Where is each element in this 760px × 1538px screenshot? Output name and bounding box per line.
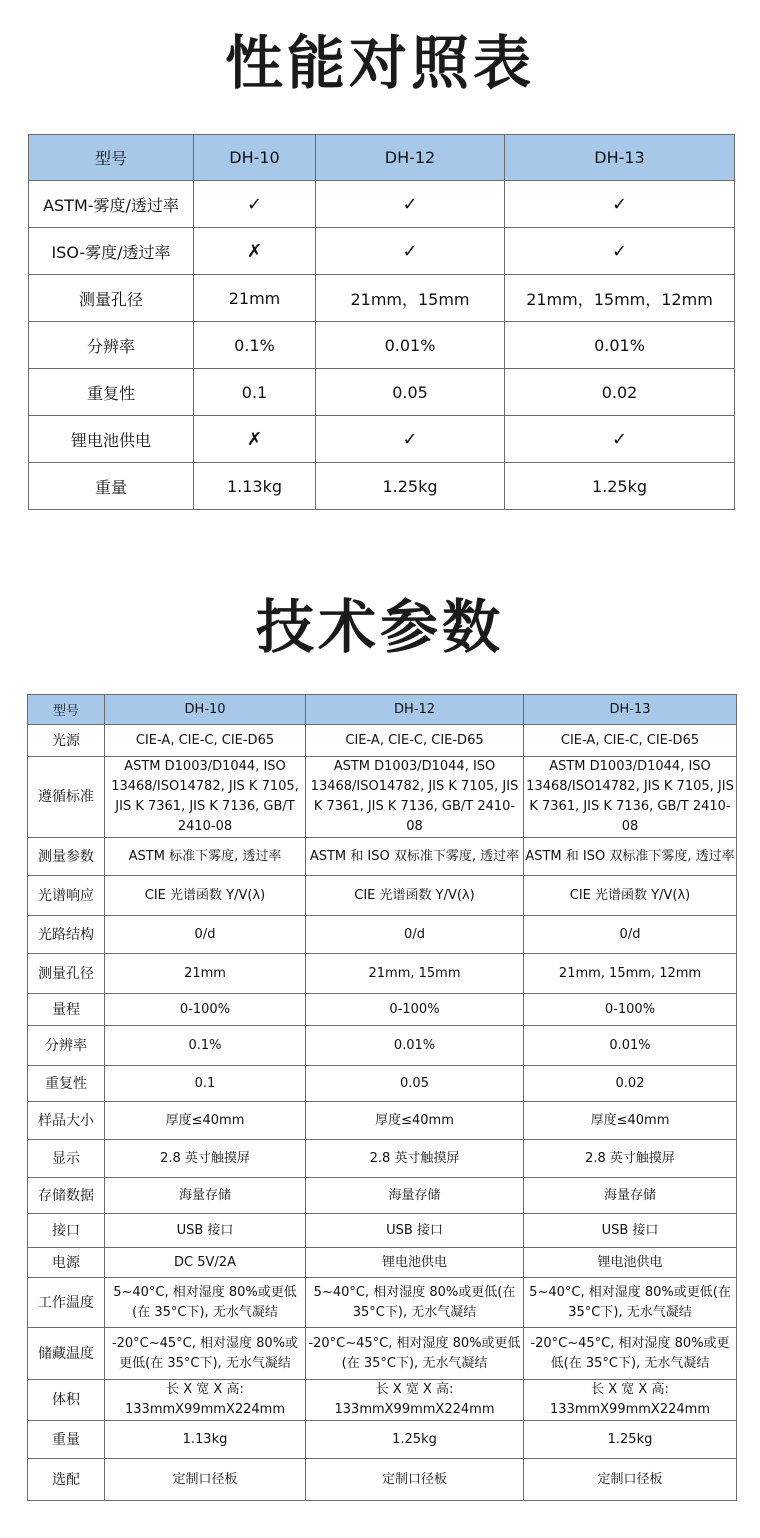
cell-value: 0.05 bbox=[306, 1066, 524, 1102]
row-label: 量程 bbox=[28, 994, 105, 1026]
table-row bbox=[28, 1459, 737, 1501]
cell-value: ✓ bbox=[194, 181, 316, 228]
row-label: 重复性 bbox=[28, 1066, 105, 1102]
cell-value: 1.13kg bbox=[194, 463, 316, 510]
table-row bbox=[28, 994, 737, 1026]
header-dh10: DH-10 bbox=[194, 135, 316, 181]
cell-value: 0-100% bbox=[105, 994, 306, 1026]
cell-value: 1.25kg bbox=[306, 1421, 524, 1459]
table-row bbox=[28, 1026, 737, 1066]
cell-value: 21mm，15mm bbox=[316, 275, 505, 322]
cell-value: 2.8 英寸触摸屏 bbox=[306, 1140, 524, 1178]
cell-value: 定制口径板 bbox=[524, 1459, 737, 1501]
cell-value: CIE 光谱函数 Y/V(λ) bbox=[524, 876, 737, 916]
cell-value: 0/d bbox=[306, 916, 524, 954]
header-dh13: DH-13 bbox=[524, 695, 737, 725]
table-row bbox=[28, 725, 737, 757]
cell-value: 2.8 英寸触摸屏 bbox=[524, 1140, 737, 1178]
cell-value: 定制口径板 bbox=[306, 1459, 524, 1501]
row-label: 重量 bbox=[28, 1421, 105, 1459]
cell-value: 0-100% bbox=[524, 994, 737, 1026]
row-label: 测量孔径 bbox=[28, 954, 105, 994]
comparison-header-row bbox=[29, 135, 735, 181]
cell-value: 0.01% bbox=[524, 1026, 737, 1066]
cell-value: 锂电池供电 bbox=[306, 1248, 524, 1278]
table-row bbox=[28, 1140, 737, 1178]
row-label: 分辨率 bbox=[29, 322, 194, 369]
cell-value: 定制口径板 bbox=[105, 1459, 306, 1501]
cell-value: 5~40°C, 相对湿度 80%或更低(在 35°C下), 无水气凝结 bbox=[306, 1278, 524, 1328]
row-label: 样品大小 bbox=[28, 1102, 105, 1140]
cell-value: ASTM 标准下雾度, 透过率 bbox=[105, 838, 306, 876]
table-row bbox=[28, 916, 737, 954]
cell-value: ✓ bbox=[316, 416, 505, 463]
row-label: 体积 bbox=[28, 1380, 105, 1421]
table-row bbox=[28, 1178, 737, 1214]
cell-value: CIE-A, CIE-C, CIE-D65 bbox=[306, 725, 524, 757]
table-row bbox=[28, 1380, 737, 1421]
cell-value: 21mm, 15mm, 12mm bbox=[524, 954, 737, 994]
cell-value: 海量存储 bbox=[306, 1178, 524, 1214]
cell-value: 海量存储 bbox=[105, 1178, 306, 1214]
cell-value: 0.02 bbox=[524, 1066, 737, 1102]
cell-value: ✓ bbox=[505, 416, 735, 463]
table-row bbox=[28, 1102, 737, 1140]
cell-value: 21mm, 15mm bbox=[306, 954, 524, 994]
cell-value: 0.01% bbox=[306, 1026, 524, 1066]
row-label: ISO-雾度/透过率 bbox=[29, 228, 194, 275]
table-row bbox=[29, 322, 735, 369]
cell-value: ✓ bbox=[505, 228, 735, 275]
table-row bbox=[29, 228, 735, 275]
row-label: 存储数据 bbox=[28, 1178, 105, 1214]
row-label: 光源 bbox=[28, 725, 105, 757]
row-label: 显示 bbox=[28, 1140, 105, 1178]
row-label: 选配 bbox=[28, 1459, 105, 1501]
cell-value: 1.25kg bbox=[524, 1421, 737, 1459]
cell-value: ✓ bbox=[505, 181, 735, 228]
row-label: 测量孔径 bbox=[29, 275, 194, 322]
header-model: 型号 bbox=[28, 695, 105, 725]
cell-value: CIE-A, CIE-C, CIE-D65 bbox=[105, 725, 306, 757]
cell-value: 0.1 bbox=[105, 1066, 306, 1102]
cell-value: 厚度≤40mm bbox=[105, 1102, 306, 1140]
specs-table bbox=[27, 694, 737, 1501]
row-label: 储藏温度 bbox=[28, 1328, 105, 1380]
comparison-table bbox=[28, 134, 735, 510]
comparison-title: 性能对照表 bbox=[224, 29, 535, 97]
header-dh10: DH-10 bbox=[105, 695, 306, 725]
cell-value: 0-100% bbox=[306, 994, 524, 1026]
cell-value: USB 接口 bbox=[105, 1214, 306, 1248]
cell-value: USB 接口 bbox=[306, 1214, 524, 1248]
cell-value: DC 5V/2A bbox=[105, 1248, 306, 1278]
table-row bbox=[29, 416, 735, 463]
cell-value: 21mm bbox=[194, 275, 316, 322]
header-dh12: DH-12 bbox=[306, 695, 524, 725]
cell-value: 0.1% bbox=[194, 322, 316, 369]
cell-value: CIE-A, CIE-C, CIE-D65 bbox=[524, 725, 737, 757]
cell-value: 长 X 宽 X 高: 133mmX99mmX224mm bbox=[105, 1380, 306, 1421]
cell-value: CIE 光谱函数 Y/V(λ) bbox=[306, 876, 524, 916]
cell-value: 1.13kg bbox=[105, 1421, 306, 1459]
header-model: 型号 bbox=[29, 135, 194, 181]
cell-value: -20°C~45°C, 相对湿度 80%或更低(在 35°C下), 无水气凝结 bbox=[105, 1328, 306, 1380]
cell-value: ✗ bbox=[194, 228, 316, 275]
cell-value: 长 X 宽 X 高: 133mmX99mmX224mm bbox=[306, 1380, 524, 1421]
cell-value: 0/d bbox=[524, 916, 737, 954]
specs-header-row bbox=[28, 695, 737, 725]
cell-value: 0/d bbox=[105, 916, 306, 954]
table-row bbox=[28, 876, 737, 916]
row-label: 光路结构 bbox=[28, 916, 105, 954]
table-row bbox=[29, 369, 735, 416]
table-row bbox=[28, 1214, 737, 1248]
cell-value: ASTM 和 ISO 双标准下雾度, 透过率 bbox=[306, 838, 524, 876]
row-label: 锂电池供电 bbox=[29, 416, 194, 463]
table-row bbox=[28, 1328, 737, 1380]
header-dh13: DH-13 bbox=[505, 135, 735, 181]
cell-value: 0.02 bbox=[505, 369, 735, 416]
cell-value: 0.01% bbox=[316, 322, 505, 369]
cell-value: 0.05 bbox=[316, 369, 505, 416]
cell-value: 1.25kg bbox=[316, 463, 505, 510]
cell-value: 锂电池供电 bbox=[524, 1248, 737, 1278]
specs-title: 技术参数 bbox=[255, 593, 504, 661]
cell-value: 1.25kg bbox=[505, 463, 735, 510]
header-dh12: DH-12 bbox=[316, 135, 505, 181]
table-row bbox=[29, 275, 735, 322]
cell-value: 5~40°C, 相对湿度 80%或更低(在 35°C下), 无水气凝结 bbox=[524, 1278, 737, 1328]
table-row bbox=[29, 181, 735, 228]
table-row bbox=[28, 757, 737, 838]
cell-value: 长 X 宽 X 高: 133mmX99mmX224mm bbox=[524, 1380, 737, 1421]
cell-value: 5~40°C, 相对湿度 80%或更低(在 35°C下), 无水气凝结 bbox=[105, 1278, 306, 1328]
cell-value: ✓ bbox=[316, 181, 505, 228]
cell-value: ASTM D1003/D1044, ISO 13468/ISO14782, JIS K 7105, JIS K 7361, JIS K 7136, GB/T 2410-08 bbox=[105, 757, 306, 838]
cell-value: -20°C~45°C, 相对湿度 80%或更低(在 35°C下), 无水气凝结 bbox=[306, 1328, 524, 1380]
cell-value: 0.1 bbox=[194, 369, 316, 416]
cell-value: ASTM 和 ISO 双标准下雾度, 透过率 bbox=[524, 838, 737, 876]
table-row bbox=[28, 1278, 737, 1328]
cell-value: 厚度≤40mm bbox=[306, 1102, 524, 1140]
row-label: 重量 bbox=[29, 463, 194, 510]
row-label: 电源 bbox=[28, 1248, 105, 1278]
row-label: 分辨率 bbox=[28, 1026, 105, 1066]
row-label: 重复性 bbox=[29, 369, 194, 416]
row-label: 遵循标准 bbox=[28, 757, 105, 838]
cell-value: 21mm，15mm，12mm bbox=[505, 275, 735, 322]
cell-value: USB 接口 bbox=[524, 1214, 737, 1248]
table-row bbox=[28, 838, 737, 876]
cell-value: 0.1% bbox=[105, 1026, 306, 1066]
table-row bbox=[28, 1421, 737, 1459]
row-label: 测量参数 bbox=[28, 838, 105, 876]
cell-value: ASTM D1003/D1044, ISO 13468/ISO14782, JIS K 7105, JIS K 7361, JIS K 7136, GB/T 2410-08 bbox=[524, 757, 737, 838]
row-label: ASTM-雾度/透过率 bbox=[29, 181, 194, 228]
cell-value: CIE 光谱函数 Y/V(λ) bbox=[105, 876, 306, 916]
table-row bbox=[28, 1248, 737, 1278]
cell-value: ✓ bbox=[316, 228, 505, 275]
cell-value: 厚度≤40mm bbox=[524, 1102, 737, 1140]
cell-value: 2.8 英寸触摸屏 bbox=[105, 1140, 306, 1178]
cell-value: ✗ bbox=[194, 416, 316, 463]
cell-value: -20°C~45°C, 相对湿度 80%或更低(在 35°C下), 无水气凝结 bbox=[524, 1328, 737, 1380]
table-row bbox=[28, 1066, 737, 1102]
row-label: 接口 bbox=[28, 1214, 105, 1248]
cell-value: 海量存储 bbox=[524, 1178, 737, 1214]
row-label: 工作温度 bbox=[28, 1278, 105, 1328]
row-label: 光谱响应 bbox=[28, 876, 105, 916]
table-row bbox=[28, 954, 737, 994]
cell-value: 21mm bbox=[105, 954, 306, 994]
cell-value: 0.01% bbox=[505, 322, 735, 369]
table-row bbox=[29, 463, 735, 510]
cell-value: ASTM D1003/D1044, ISO 13468/ISO14782, JIS K 7105, JIS K 7361, JIS K 7136, GB/T 2410-08 bbox=[306, 757, 524, 838]
